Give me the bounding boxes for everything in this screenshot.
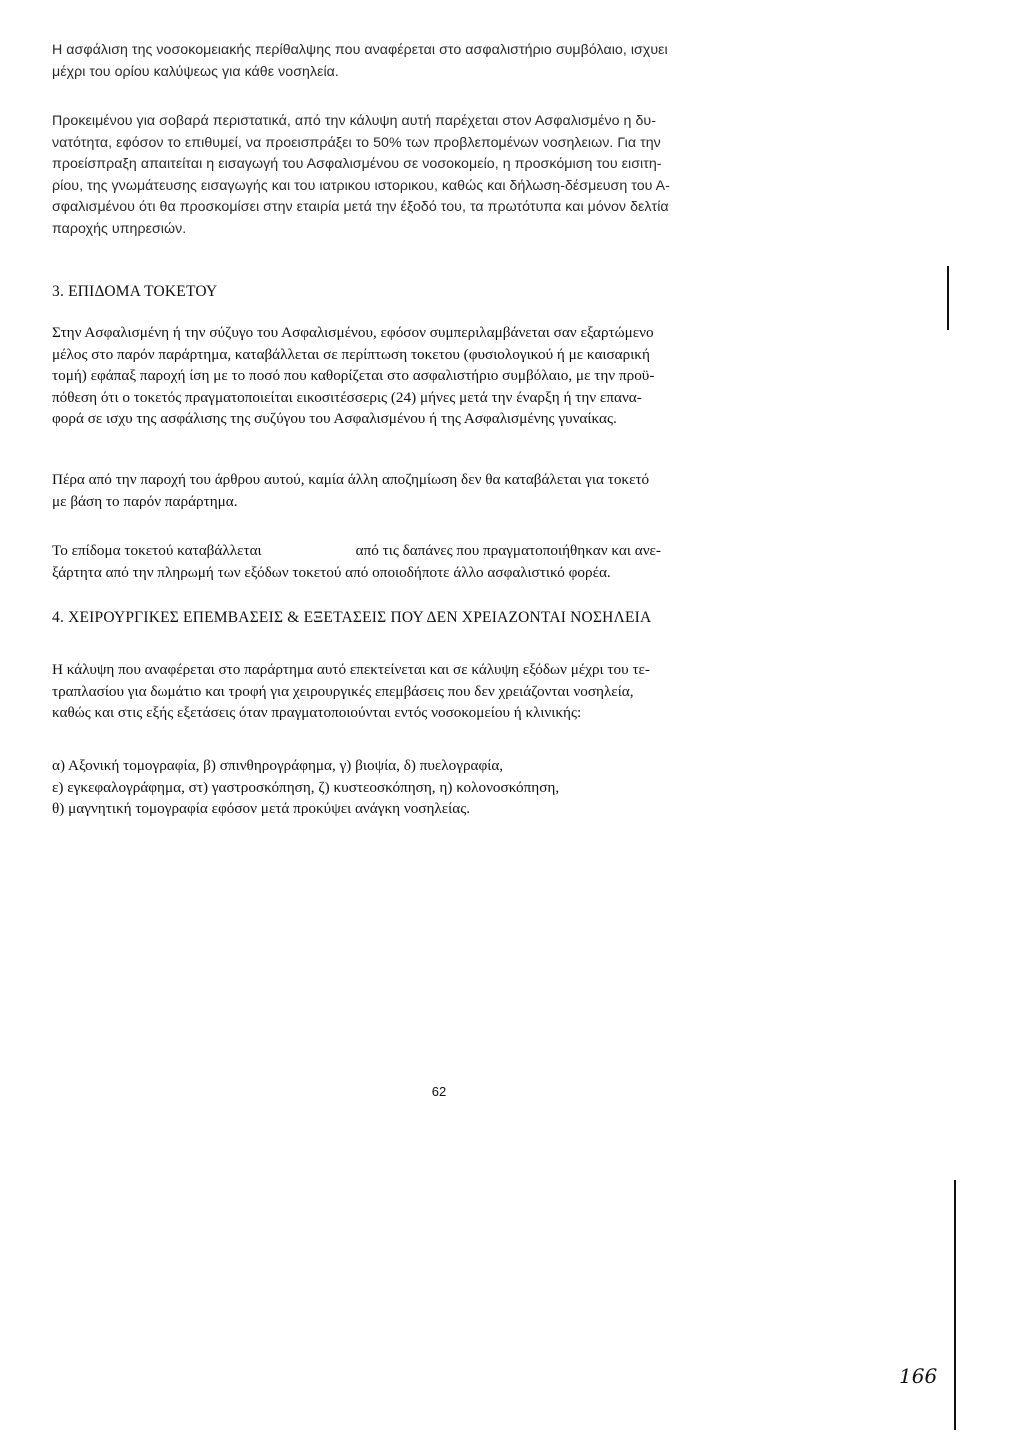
text-line [52,540,852,562]
text-line: προείσπραξη απαιτείται η εισαγωγή του Ασφαλισμένου σε νοσοκομείο, η προσκόμιση του εισιτη- [52,156,662,172]
text-line: καθώς και στις εξής εξετάσεις όταν πραγματοποιούνται εντός νοσοκομείου ή κλινικής: [52,704,582,721]
text-line: Στην Ασφαλισμένη ή την σύζυγο του Ασφαλισμένου, εφόσον συμπεριλαμβάνεται σαν εξαρτώμενο [52,324,654,341]
paragraph-exam-list [52,755,852,820]
paragraph-no-other-compensation [52,469,852,512]
text-fragment-left: Το επίδομα τοκετού καταβάλλεται [52,542,262,559]
margin-scan-line [947,266,949,330]
text-line: παροχής υπηρεσιών. [52,220,187,237]
paragraph-prepayment [52,111,852,240]
text-line: α) Αξονική τομογραφία, β) σπινθηρογράφημα, γ) βιοψία, δ) πυελογραφία, [52,757,504,774]
text-line: Η κάλυψη που αναφέρεται στο παράρτημα αυτό επεκτείνεται και σε κάλυψη εξόδων μέχρι του τε- [52,661,650,678]
text-line: σφαλισμένου ότι θα προσκομίσει στην εταιρία μετά την έξοδό του, τα πρωτότυπα και μόνον δελτία [52,199,669,215]
text-line: φορά σε ισχυ της ασφάλισης της συζύγου του Ασφαλισμένου ή της Ασφαλισμένης γυναίκας. [52,410,617,427]
handwritten-page-number: 166 [899,1364,938,1388]
text-line: μέλος στο παρόν παράρτημα, καταβάλλεται σε περίπτωση τοκετου (φυσιολογικού ή με καισαρική [52,345,650,363]
text-line: με βάση το παρόν παράρτημα. [52,492,238,510]
page-number: 62 [431,1084,447,1099]
paragraph-coverage-limit [52,40,852,83]
text-line: θ) μαγνητική τομογραφία εφόσον μετά προκύψει ανάγκη νοσηλείας. [52,800,471,817]
text-line: ρίου, της γνωμάτευσης εισαγωγής και του ιατρικου ιστορικου, καθώς και δήλωση-δέσμευση του Α- [52,177,670,194]
text-line: Προκειμένου για σοβαρά περιστατικά, από την κάλυψη αυτή παρέχεται στον Ασφαλισμένο η δυ- [52,113,656,129]
paragraph-independent-payment [52,540,852,583]
paragraph-maternity-benefit [52,322,852,430]
text-line: τραπλασίου για δωμάτιο και τροφή για χειρουργικές επεμβάσεις που δεν χρειάζονται νοσηλεία, [52,682,634,700]
section-heading-maternity: 3. ΕΠΙΔΟΜΑ ΤΟΚΕΤΟΥ [52,283,218,300]
text-line: Πέρα από την παροχή του άρθρου αυτού, καμία άλλη αποζημίωση δεν θα καταβάλεται για τοκετό [52,471,650,488]
margin-scan-line [954,1180,956,1430]
text-line: νατότητα, εφόσον το επιθυμεί, να προεισπράξει το 50% των προβλεπομένων νοσηλειων. Για την [52,134,661,151]
section-heading-surgery: 4. ΧΕΙΡΟΥΡΓΙΚΕΣ ΕΠΕΜΒΑΣΕΙΣ & ΕΞΕΤΑΣΕΙΣ ΠΟΥ ΔΕΝ ΧΡΕΙΑΖΟΝΤΑΙ ΝΟΣΗΛΕΙΑ [52,609,652,626]
text-line: ε) εγκεφαλογράφημα, στ) γαστροσκόπηση, ζ) κυστεοσκόπηση, η) κολονοσκόπηση, [52,778,560,796]
text-fragment-right: από τις δαπάνες που πραγματοποιήθηκαν και ανε- [355,542,661,559]
text-line: μέχρι του ορίου καλύψεως για κάθε νοσηλεία. [52,63,339,80]
text-line: πόθεση ότι ο τοκετός πραγματοποιείται εικοσιτέσσερις (24) μήνες μετά την έναρξη ή την επανα- [52,388,642,406]
text-line: τομή) εφάπαξ παροχή ίση με το ποσό που καθορίζεται στο ασφαλιστήριο συμβόλαιο, με την προϋ- [52,367,655,384]
paragraph-surgery-coverage [52,659,852,724]
text-line: ξάρτητα από την πληρωμή των εξόδων τοκετού από οποιοδήποτε άλλο ασφαλιστικό φορέα. [52,563,611,581]
text-line: Η ασφάλιση της νοσοκομειακής περίθαλψης που αναφέρεται στο ασφαλιστήριο συμβόλαιο, ισχυει [52,42,668,58]
